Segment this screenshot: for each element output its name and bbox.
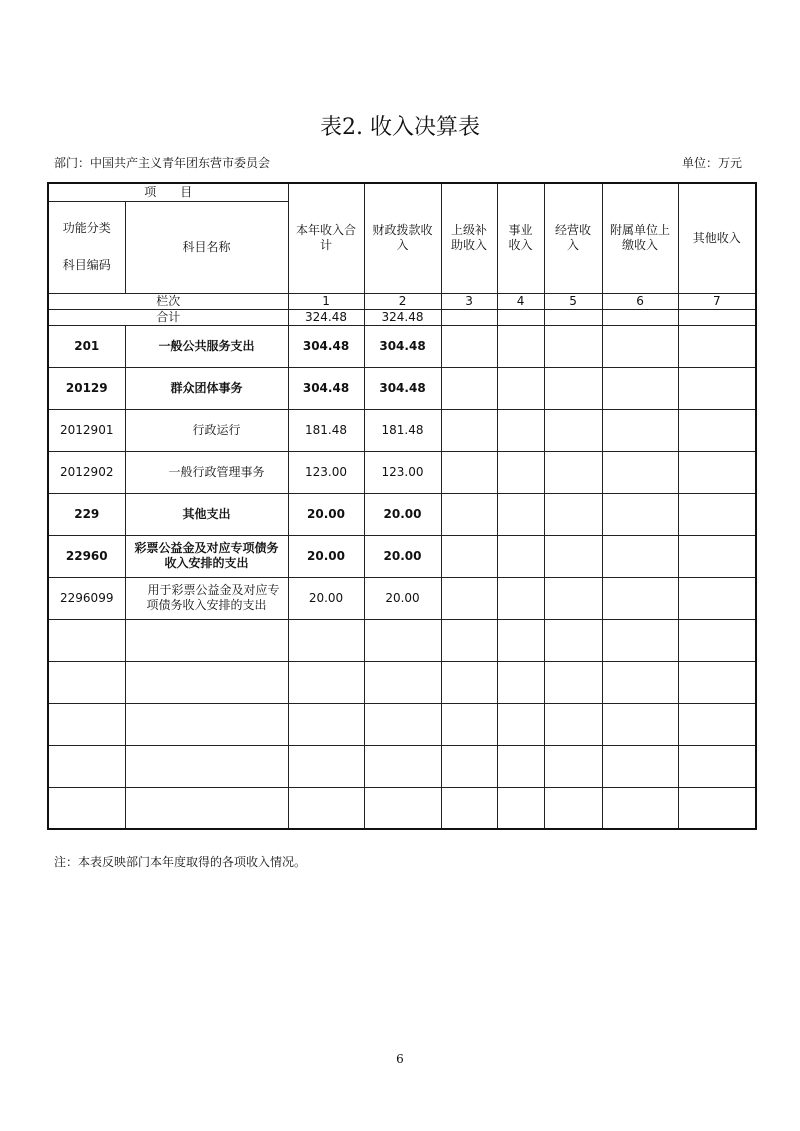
column-number: 3	[441, 293, 497, 309]
empty-cell	[602, 367, 678, 409]
amount-fiscal-cell: 181.48	[364, 409, 441, 451]
amount-total-cell: 20.00	[288, 535, 364, 577]
empty-cell	[544, 661, 602, 703]
amount-fiscal-cell: 20.00	[364, 493, 441, 535]
empty-cell	[364, 661, 441, 703]
empty-row	[48, 703, 756, 745]
empty-cell	[497, 619, 544, 661]
empty-cell	[497, 787, 544, 829]
empty-cell	[678, 367, 756, 409]
amount-total-cell: 304.48	[288, 367, 364, 409]
amount-fiscal-cell: 20.00	[364, 577, 441, 619]
empty-cell	[48, 661, 125, 703]
amount-fiscal-cell: 20.00	[364, 535, 441, 577]
header-operating: 经营收 入	[544, 183, 602, 293]
empty-cell	[678, 409, 756, 451]
empty-cell	[544, 367, 602, 409]
column-number: 2	[364, 293, 441, 309]
empty-cell	[364, 619, 441, 661]
empty-row	[48, 787, 756, 829]
footnote: 注：本表反映部门本年度取得的各项收入情况。	[54, 855, 307, 869]
header-other: 其他收入	[678, 183, 756, 293]
empty-cell	[288, 619, 364, 661]
amount-total-cell: 304.48	[288, 325, 364, 367]
header-fiscal: 财政拨款收 入	[364, 183, 441, 293]
empty-cell	[441, 493, 497, 535]
amount-total-cell: 20.00	[288, 493, 364, 535]
empty-cell	[125, 661, 288, 703]
table-row	[48, 451, 756, 493]
column-number-row	[48, 293, 756, 309]
empty-cell	[364, 703, 441, 745]
table-row	[48, 577, 756, 619]
empty-cell	[602, 745, 678, 787]
subject-code-cell: 229	[48, 493, 125, 535]
unit-label: 单位：万元	[681, 156, 742, 170]
table-row	[48, 409, 756, 451]
empty-cell	[544, 619, 602, 661]
empty-cell	[125, 703, 288, 745]
table-row	[48, 535, 756, 577]
empty-cell	[602, 493, 678, 535]
empty-cell	[544, 577, 602, 619]
empty-cell	[288, 787, 364, 829]
header-superior: 上级补 助收入	[441, 183, 497, 293]
column-row-label: 栏次	[48, 293, 288, 309]
empty-cell	[678, 577, 756, 619]
empty-cell	[544, 745, 602, 787]
empty-cell	[602, 451, 678, 493]
subject-code-cell: 22960	[48, 535, 125, 577]
empty-cell	[497, 451, 544, 493]
empty-cell	[678, 619, 756, 661]
empty-cell	[602, 409, 678, 451]
empty-cell	[364, 745, 441, 787]
empty-row	[48, 661, 756, 703]
subject-name-cell: 用于彩票公益金及对应专 项债务收入安排的支出	[125, 577, 288, 619]
amount-total-cell: 123.00	[288, 451, 364, 493]
empty-cell	[678, 451, 756, 493]
empty-cell	[125, 787, 288, 829]
empty-cell	[602, 703, 678, 745]
empty-cell	[48, 787, 125, 829]
header-item: 项 目	[48, 183, 288, 201]
empty-cell	[602, 787, 678, 829]
table-row	[48, 367, 756, 409]
income-table	[47, 182, 757, 830]
empty-cell	[678, 703, 756, 745]
amount-fiscal-cell: 304.48	[364, 367, 441, 409]
subject-code-cell: 20129	[48, 367, 125, 409]
empty-cell	[125, 745, 288, 787]
empty-cell	[497, 535, 544, 577]
header-total: 本年收入合 计	[288, 183, 364, 293]
subject-name-cell: 一般行政管理事务	[125, 451, 288, 493]
empty-cell	[678, 535, 756, 577]
empty-cell	[497, 409, 544, 451]
empty-cell	[497, 745, 544, 787]
empty-cell	[497, 703, 544, 745]
empty-cell	[497, 367, 544, 409]
empty-cell	[48, 745, 125, 787]
column-number: 6	[602, 293, 678, 309]
empty-cell	[602, 619, 678, 661]
amount-fiscal-cell: 123.00	[364, 451, 441, 493]
empty-cell	[497, 661, 544, 703]
empty-cell	[441, 577, 497, 619]
empty-row	[48, 745, 756, 787]
empty-cell	[678, 787, 756, 829]
empty-cell	[288, 661, 364, 703]
empty-cell	[678, 745, 756, 787]
empty-cell	[441, 787, 497, 829]
empty-cell	[678, 325, 756, 367]
empty-cell	[48, 619, 125, 661]
empty-cell	[544, 703, 602, 745]
column-number: 1	[288, 293, 364, 309]
table-row	[48, 325, 756, 367]
empty-cell	[544, 787, 602, 829]
subject-code-cell: 2296099	[48, 577, 125, 619]
subject-name-cell: 群众团体事务	[125, 367, 288, 409]
empty-cell	[544, 535, 602, 577]
empty-cell	[602, 535, 678, 577]
total-row	[48, 309, 756, 325]
empty-cell	[441, 367, 497, 409]
empty-cell	[678, 661, 756, 703]
empty-cell	[678, 493, 756, 535]
empty-cell	[544, 493, 602, 535]
table-title: 表2. 收入决算表	[320, 115, 480, 140]
amount-total-cell: 181.48	[288, 409, 364, 451]
column-number: 7	[678, 293, 756, 309]
department-label: 部门：中国共产主义青年团东营市委员会	[54, 156, 271, 170]
header-affiliated: 附属单位上 缴收入	[602, 183, 678, 293]
empty-cell	[602, 577, 678, 619]
empty-cell	[544, 451, 602, 493]
empty-cell	[48, 703, 125, 745]
empty-cell	[288, 745, 364, 787]
amount-fiscal-cell: 304.48	[364, 325, 441, 367]
subject-code-cell: 2012901	[48, 409, 125, 451]
subject-code-cell: 201	[48, 325, 125, 367]
empty-cell	[441, 535, 497, 577]
subject-name-cell: 其他支出	[125, 493, 288, 535]
subject-name-cell: 彩票公益金及对应专项债务 收入安排的支出	[125, 535, 288, 577]
total-label: 合计	[48, 309, 288, 325]
total-fiscal: 324.48	[364, 309, 441, 325]
amount-total-cell: 20.00	[288, 577, 364, 619]
subject-code-cell: 2012902	[48, 451, 125, 493]
empty-cell	[497, 325, 544, 367]
column-number: 5	[544, 293, 602, 309]
table-row	[48, 493, 756, 535]
header-func-class: 功能分类 科目编码	[48, 201, 125, 293]
empty-cell	[441, 409, 497, 451]
column-number: 4	[497, 293, 544, 309]
subject-name-cell: 一般公共服务支出	[125, 325, 288, 367]
empty-cell	[441, 703, 497, 745]
empty-row	[48, 619, 756, 661]
empty-cell	[497, 577, 544, 619]
empty-cell	[441, 325, 497, 367]
empty-cell	[441, 745, 497, 787]
empty-cell	[364, 787, 441, 829]
page-number: 6	[396, 1052, 404, 1066]
empty-cell	[544, 325, 602, 367]
header-subject-name: 科目名称	[125, 201, 288, 293]
empty-cell	[288, 703, 364, 745]
empty-cell	[441, 661, 497, 703]
empty-cell	[602, 325, 678, 367]
empty-cell	[441, 619, 497, 661]
header-business: 事业 收入	[497, 183, 544, 293]
empty-cell	[544, 409, 602, 451]
empty-cell	[602, 661, 678, 703]
total-amount: 324.48	[288, 309, 364, 325]
empty-cell	[441, 451, 497, 493]
empty-cell	[497, 493, 544, 535]
subject-name-cell: 行政运行	[125, 409, 288, 451]
empty-cell	[125, 619, 288, 661]
